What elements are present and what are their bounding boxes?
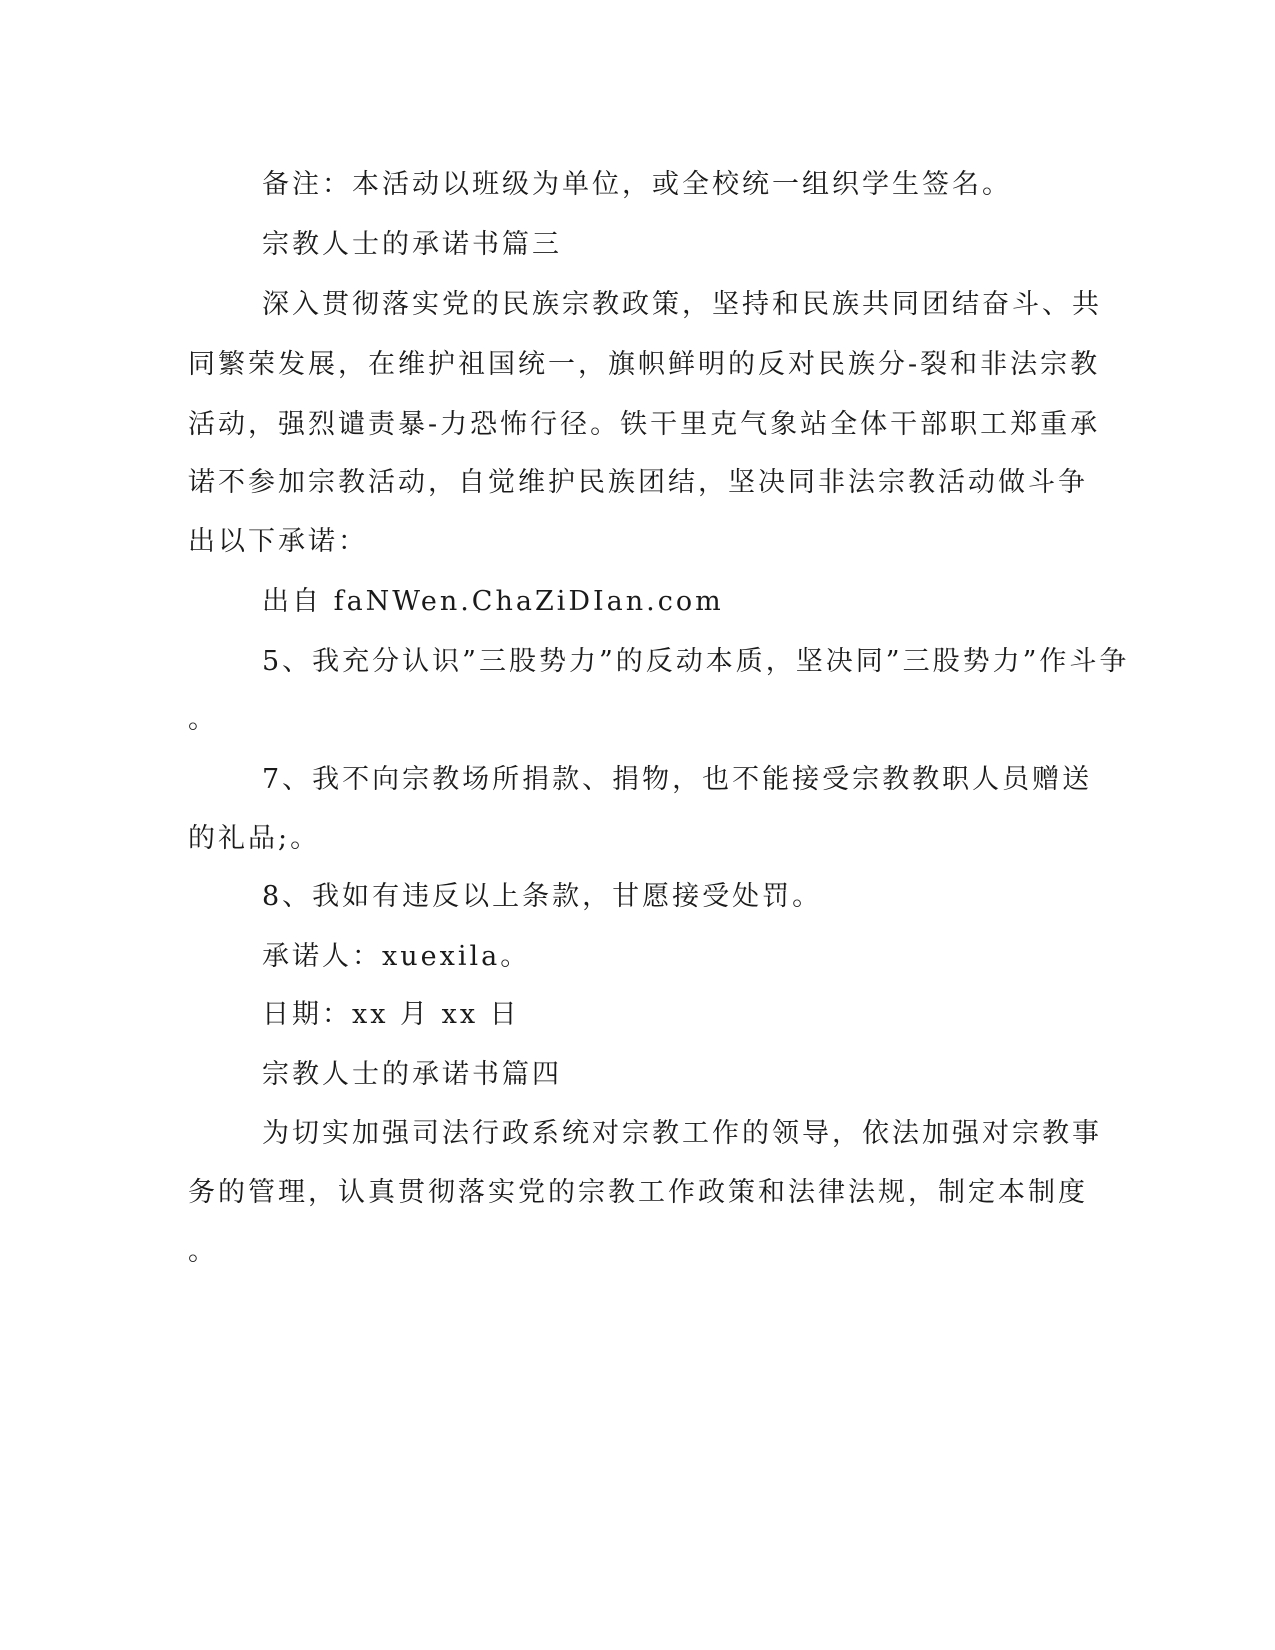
paragraph-line: 活动，强烈谴责暴-力恐怖行径。铁干里克气象站全体干部职工郑重承 (188, 409, 1101, 440)
pledger-line: 承诺人：xuexila。 (262, 941, 531, 972)
source-line: 出自 faNWen.ChaZiDIan.com (262, 586, 724, 617)
list-item-7-end: 的礼品;。 (188, 823, 321, 854)
list-item-5-end: 。 (188, 704, 218, 735)
date-line: 日期：xx 月 xx 日 (262, 999, 520, 1030)
section-heading-four: 宗教人士的承诺书篇四 (262, 1059, 562, 1090)
paragraph-line: 。 (188, 1236, 218, 1267)
paragraph-line: 诺不参加宗教活动，自觉维护民族团结，坚决同非法宗教活动做斗争 (188, 467, 1088, 498)
section-heading-three: 宗教人士的承诺书篇三 (262, 229, 562, 260)
paragraph-line: 为切实加强司法行政系统对宗教工作的领导，依法加强对宗教事 (262, 1118, 1102, 1149)
paragraph-line: 出以下承诺： (188, 526, 368, 557)
paragraph-line: 深入贯彻落实党的民族宗教政策，坚持和民族共同团结奋斗、共 (262, 289, 1102, 320)
list-item-5: 5、我充分认识”三股势力”的反动本质，坚决同”三股势力”作斗争 (262, 646, 1130, 677)
list-item-8: 8、我如有违反以上条款，甘愿接受处罚。 (262, 881, 823, 912)
paragraph-line: 同繁荣发展，在维护祖国统一，旗帜鲜明的反对民族分-裂和非法宗教 (188, 349, 1101, 380)
note-line: 备注：本活动以班级为单位，或全校统一组织学生签名。 (262, 169, 1012, 200)
paragraph-line: 务的管理，认真贯彻落实党的宗教工作政策和法律法规，制定本制度 (188, 1177, 1088, 1208)
list-item-7: 7、我不向宗教场所捐款、捐物，也不能接受宗教教职人员赠送 (262, 764, 1093, 795)
